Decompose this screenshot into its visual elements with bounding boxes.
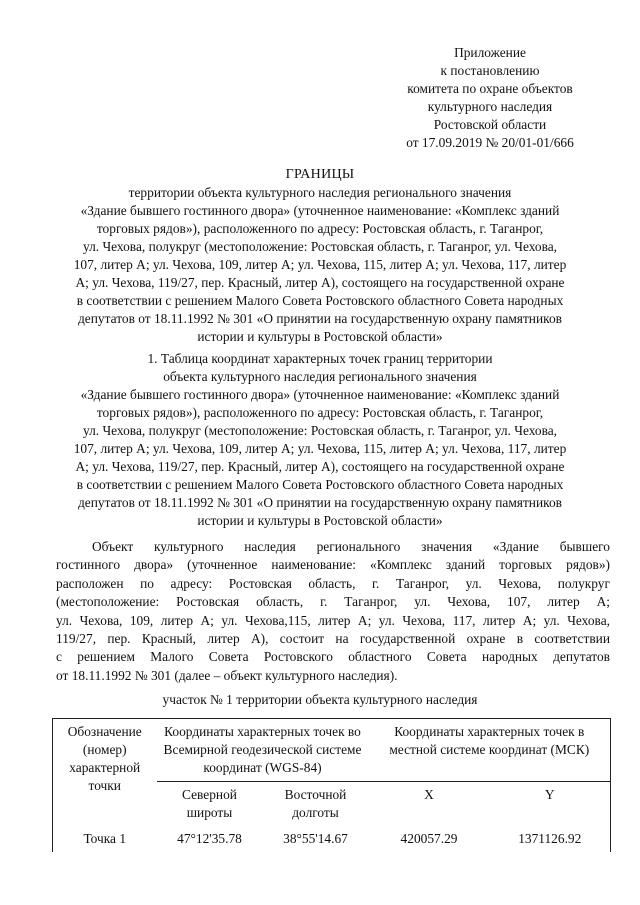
section-label: участок № 1 территории объекта культурного наследия	[162, 692, 478, 707]
paragraph-line: ул. Чехова, 109, литер А; ул. Чехова,115, литер А; ул. Чехова, 117, литер А; ул. Чехова,	[56, 612, 610, 628]
table-header-row	[53, 719, 611, 782]
paragraph-line: гостинного двора» (уточненное наименование: «Комплекс зданий торговых рядов»)	[56, 557, 610, 573]
title-heading: ГРАНИЦЫ	[285, 167, 355, 182]
header-wgs: Координаты характерных точек во Всемирной геодезической системе координат (WGS-84)	[157, 719, 369, 782]
title-line: А; ул. Чехова, 119/27, пер. Красный, литер А), состоящего на государственной охране	[75, 275, 565, 290]
title-line: ул. Чехова, полукруг (местоположение: Ростовская область, г. Таганрог, ул. Чехова,	[82, 239, 558, 254]
table-title-line: торговых рядов»), расположенного по адресу: Ростовская область, г. Таганрог,	[96, 405, 544, 420]
subheader-east: Восточной долготы	[284, 787, 347, 820]
header-msk: Координаты характерных точек в местной системе координат (МСК)	[369, 719, 611, 782]
appendix-line: культурного наследия	[427, 99, 553, 114]
title-line: истории и культуры в Ростовской области»	[197, 329, 443, 344]
subheader-x: X	[424, 787, 434, 802]
title-line: депутатов от 18.11.1992 № 301 «О принятии на государственную охрану памятников	[77, 311, 562, 326]
document-title	[40, 166, 600, 346]
paragraph-line: от 18.11.1992 № 301 (далее – объект культурного наследия).	[56, 667, 398, 683]
table-title-line: ул. Чехова, полукруг (местоположение: Ростовская область, г. Таганрог, ул. Чехова,	[82, 423, 558, 438]
table-title-line: 107, литер А; ул. Чехова, 109, литер А; ул. Чехова, 115, литер А; ул. Чехова, 117, литер	[73, 441, 567, 456]
header-designation: Обозначение (номер) характерной точки	[53, 719, 157, 827]
appendix-line: Приложение	[454, 45, 526, 60]
table-title-line: депутатов от 18.11.1992 № 301 «О принятии на государственную охрану памятников	[77, 495, 562, 510]
coordinates-table	[52, 718, 611, 852]
title-line: 107, литер А; ул. Чехова, 109, литер А; ул. Чехова, 115, литер А; ул. Чехова, 117, литер	[73, 257, 567, 272]
table-row	[53, 826, 611, 852]
paragraph-line: (местоположение: Ростовская область, г. Таганрог, ул. Чехова, 107, литер А;	[56, 594, 610, 610]
description-paragraph	[56, 538, 610, 685]
appendix-line: от 17.09.2019 № 20/01-01/666	[406, 135, 574, 150]
table-title	[40, 350, 600, 530]
appendix-line: к постановлению	[440, 63, 540, 78]
subheader-y: Y	[490, 782, 611, 827]
table-title-line: 1. Таблица координат характерных точек границ территории	[147, 351, 493, 366]
cell-y: 1371126.92	[490, 826, 611, 852]
title-line: торговых рядов»), расположенного по адресу: Ростовская область, г. Таганрог,	[96, 221, 544, 236]
paragraph-line: расположен по адресу: Ростовская область, г. Таганрог, ул. Чехова, полукруг	[56, 575, 610, 591]
table-title-line: «Здание бывшего гостинного двора» (уточненное наименование: «Комплекс зданий	[80, 387, 560, 402]
appendix-line: Ростовской области	[433, 117, 547, 132]
appendix-line: комитета по охране объектов	[407, 81, 573, 96]
cell-x: 420057.29	[400, 831, 458, 846]
cell-east: 38°55'14.67	[283, 831, 348, 846]
table-title-line: объекта культурного наследия регионального значения	[163, 369, 477, 384]
appendix-block	[380, 44, 600, 152]
cell-north: 47°12'35.78	[177, 831, 242, 846]
paragraph-line: Объект культурного наследия регионального значения «Здание бывшего	[92, 539, 610, 554]
table-title-line: истории и культуры в Ростовской области»	[197, 513, 443, 528]
title-line: в соответствии с решением Малого Совета Ростовского областного Совета народных	[76, 293, 564, 308]
paragraph-line: с решением Малого Совета Ростовского областного Совета народных депутатов	[56, 649, 610, 665]
table-title-line: А; ул. Чехова, 119/27, пер. Красный, литер А), состоящего на государственной охране	[75, 459, 565, 474]
table-title-line: в соответствии с решением Малого Совета Ростовского областного Совета народных	[76, 477, 564, 492]
title-line: «Здание бывшего гостинного двора» (уточненное наименование: «Комплекс зданий	[80, 203, 560, 218]
paragraph-line: 119/27, пер. Красный, литер А), состоит на государственной охране в соответствии	[56, 631, 610, 647]
subheader-north: Северной широты	[182, 787, 237, 820]
cell-point: Точка 1	[53, 826, 157, 852]
title-line: территории объекта культурного наследия регионального значения	[128, 185, 512, 200]
